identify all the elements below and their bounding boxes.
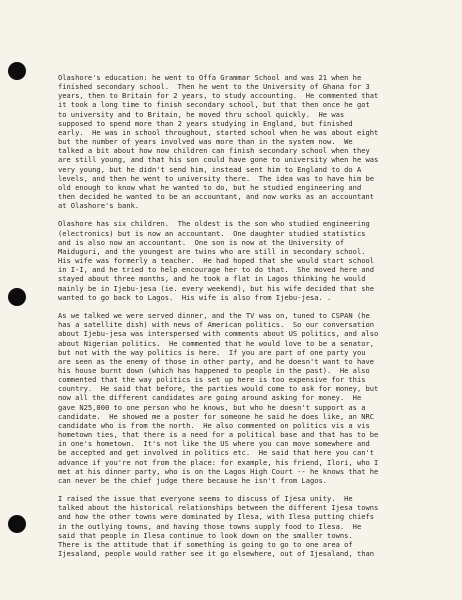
text-line: (electronics) but is now an accountant. One daughter studied statistics bbox=[58, 228, 366, 238]
paragraph bbox=[58, 73, 458, 210]
text-line: wanted to go back to Lagos. His wife is also from Ijebu-jesa. . bbox=[58, 292, 332, 302]
text-line: in the outlying towns, and having those towns supply food to Ilesa. He bbox=[58, 521, 362, 531]
text-line: talked a bit about how now children can finish secondary school when they bbox=[58, 146, 370, 156]
text-line: met at his dinner party, who is on the Lagos High Court -- he knows that he bbox=[58, 466, 379, 476]
text-line: then decided he wanted to be an accountant, and now works as an accountant bbox=[58, 192, 375, 202]
text-line: commented that the way politics is set up here is too expensive for this bbox=[58, 375, 366, 385]
text-line: about Ijebu-jesa was interspersed with comments about US politics, and also bbox=[58, 329, 379, 339]
text-line: candidate who is from the north. He also commented on politics vis a vis bbox=[58, 420, 370, 430]
text-line: talked about the historical relationships between the different Ijesa towns bbox=[58, 503, 379, 513]
text-line: and is also now an accountant. One son is now at the University of bbox=[58, 237, 345, 247]
text-line: Olashore's education: he went to Offa Grammar School and was 21 when he bbox=[58, 73, 362, 82]
text-line: can never be the chief judge there because he isn't from Lagos. bbox=[58, 475, 328, 485]
text-line: Ijesaland, people would rather see it go elsewhere, out of Ijesaland, than bbox=[58, 549, 375, 559]
text-line: finished secondary school. Then he went to the University of Ghana for 3 bbox=[58, 82, 370, 92]
text-line: at Olashore's bank. bbox=[58, 201, 140, 211]
text-line: about Nigerian politics. He commented that he would love to be a senator, bbox=[58, 338, 375, 348]
text-line: As we talked we were served dinner, and the TV was on, tuned to CSPAN (he bbox=[58, 311, 370, 321]
text-line: now all the different candidates are going around asking for money. He bbox=[58, 393, 362, 403]
text-line: candidate. He showed me a poster for someone he said he does like, an NRC bbox=[58, 411, 375, 421]
punch-hole bbox=[8, 288, 26, 306]
text-line: his house burnt down (which has happened to people in the past). He also bbox=[58, 365, 370, 375]
text-line: early. He was in school throughout, started school when he was about eight bbox=[58, 127, 379, 137]
text-line: are seen as the enemy of those in other party, and he doesn't want to have bbox=[58, 356, 375, 366]
paragraph bbox=[58, 311, 458, 485]
punch-hole bbox=[8, 515, 26, 533]
text-line: be accepted and get involved in politics etc. He said that here you can't bbox=[58, 448, 375, 458]
text-line: Olashore has six children. The oldest is the son who studied engineering bbox=[58, 219, 370, 229]
paragraph bbox=[58, 219, 458, 301]
text-line: hometown ties, that there is a need for a political base and that has to be bbox=[58, 430, 379, 440]
text-line: His wife was formerly a teacher. He had hoped that she would start school bbox=[58, 256, 375, 266]
text-line: stayed about three months, and he took a flat in Lagos thinking he would bbox=[58, 274, 366, 284]
text-line: but the number of years involved was more than in the system now. We bbox=[58, 137, 353, 147]
text-line: but not with the way politics is here. If you are part of one party you bbox=[58, 347, 366, 357]
text-line: and how the other towns were dominated by Ilesa, with Ilesa putting chiefs bbox=[58, 512, 375, 522]
text-line: I raised the issue that everyone seems to discuss of Ijesa unity. He bbox=[58, 494, 353, 504]
text-line: years, then to Britain for 2 years, to study accounting. He commented that bbox=[58, 91, 379, 101]
text-line: very young, but he didn't send him, instead sent him to England to do A bbox=[58, 164, 362, 174]
text-line: Maiduguri, and the youngest are twins who are still in secondary school. bbox=[58, 246, 366, 256]
paragraph bbox=[58, 494, 458, 558]
text-line: There is the attitude that if something is going to go to one area of bbox=[58, 539, 353, 549]
text-line: old enough to know what he wanted to do, but he studied engineering and bbox=[58, 182, 362, 192]
text-line: mainly be in Ijebu-jesa (ie. every weekend), but his wife decided that she bbox=[58, 283, 375, 293]
text-line: it took a long time to finish secondary school, but that then once he got bbox=[58, 100, 370, 110]
punch-hole bbox=[8, 62, 26, 80]
text-line: in I-I, and he tried to help encourage her to do that. She moved here and bbox=[58, 265, 375, 275]
text-line: are still young, and that his son could have gone to university when he was bbox=[58, 155, 379, 165]
text-line: has a satellite dish) with news of American politics. So our conversation bbox=[58, 320, 375, 330]
text-line: gave N25,000 to one person who he knows, but who he doesn't support as a bbox=[58, 402, 366, 412]
typed-notes bbox=[58, 73, 458, 567]
text-line: levels, and then he went to university there. The idea was to have him be bbox=[58, 173, 375, 183]
text-line: in one's hometown. It's not like the US where you can move somewhere and bbox=[58, 439, 370, 449]
text-line: country. He said that before, the parties would come to ask for money, but bbox=[58, 384, 379, 394]
text-line: to university and to Britain, he moved thru school quickly. He was bbox=[58, 109, 345, 119]
text-line: said that people in Ilesa continue to look down on the smaller towns. bbox=[58, 530, 353, 540]
text-line: advance if you're not from the place: for example, his friend, Ilori, who I bbox=[58, 457, 379, 467]
text-line: supposed to spend more than 2 years studying in England, but finished bbox=[58, 118, 353, 128]
